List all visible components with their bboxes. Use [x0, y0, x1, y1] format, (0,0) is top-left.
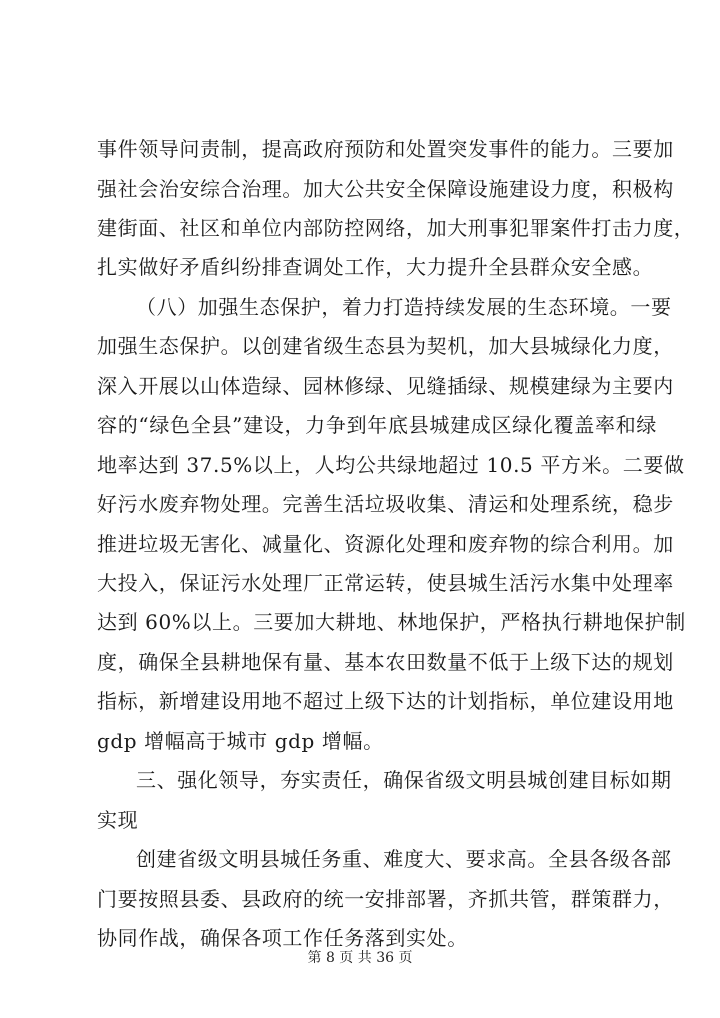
text-line: 好污水废弃物处理。完善生活垃圾收集、清运和处理系统，稳步	[97, 492, 674, 516]
text-line: 推进垃圾无害化、减量化、资源化处理和废弃物的综合利用。加	[97, 532, 674, 556]
page-number-footer: 第 8 页 共 36 页	[307, 950, 413, 966]
section-heading-line: 三、强化领导，夯实责任，确保省级文明县城创建目标如期	[136, 768, 672, 792]
text-line: 度，确保全县耕地保有量、基本农田数量不低于上级下达的规划	[97, 650, 674, 674]
text-line: 指标，新增建设用地不超过上级下达的计划指标，单位建设用地	[97, 689, 674, 713]
text-line: gdp 增幅高于城市 gdp 增幅。	[97, 729, 384, 753]
text-line: 达到 60%以上。三要加大耕地、林地保护，严格执行耕地保护制	[97, 610, 686, 634]
text-line: 深入开展以山体造绿、园林修绿、见缝插绿、规模建绿为主要内	[97, 374, 674, 398]
text-line: 创建省级文明县城任务重、难度大、要求高。全县各级各部	[136, 847, 672, 871]
text-line: 建街面、社区和单位内部防控网络，加大刑事犯罪案件打击力度，	[97, 216, 695, 240]
text-line: 加强生态保护。以创建省级生态县为契机，加大县城绿化力度，	[97, 334, 674, 358]
text-line: 容的“绿色全县”建设，力争到年底县城建成区绿化覆盖率和绿	[97, 413, 657, 437]
text-line: 门要按照县委、县政府的统一安排部署，齐抓共管，群策群力，	[97, 887, 674, 911]
text-line: 强社会治安综合治理。加大公共安全保障设施建设力度，积极构	[97, 177, 674, 201]
text-line: 协同作战，确保各项工作任务落到实处。	[97, 926, 468, 950]
section-heading-line: （八）加强生态保护，着力打造持续发展的生态环境。一要	[136, 295, 672, 319]
text-line: 地率达到 37.5%以上，人均公共绿地超过 10.5 平方米。二要做	[97, 453, 685, 477]
text-line: 大投入，保证污水处理厂正常运转，使县城生活污水集中处理率	[97, 571, 674, 595]
section-heading-line: 实现	[97, 808, 139, 832]
text-line: 扎实做好矛盾纠纷排查调处工作，大力提升全县群众安全感。	[97, 255, 654, 279]
text-line: 事件领导问责制，提高政府预防和处置突发事件的能力。三要加	[97, 137, 674, 161]
